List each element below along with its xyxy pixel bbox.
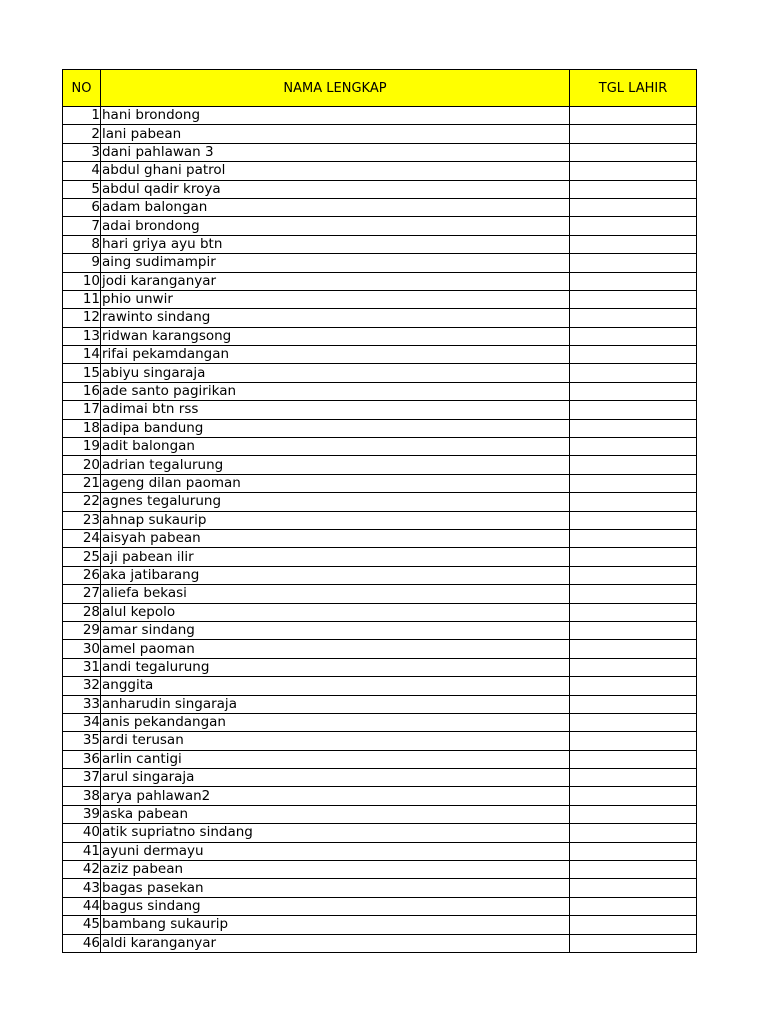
row-number: 6 — [63, 198, 101, 216]
table-row — [63, 861, 697, 879]
table-row — [63, 548, 697, 566]
row-number: 1 — [63, 107, 101, 125]
full-name-cell: dani pahlawan 3 — [101, 143, 570, 161]
table-row — [63, 824, 697, 842]
row-number: 35 — [63, 732, 101, 750]
row-number: 26 — [63, 566, 101, 584]
full-name-cell: hari griya ayu btn — [101, 235, 570, 253]
table-row — [63, 511, 697, 529]
table-row — [63, 438, 697, 456]
row-number: 10 — [63, 272, 101, 290]
birth-date-cell — [570, 456, 697, 474]
full-name-cell: amar sindang — [101, 621, 570, 639]
birth-date-cell — [570, 125, 697, 143]
birth-date-cell — [570, 511, 697, 529]
table-row — [63, 125, 697, 143]
header-no: NO — [63, 70, 101, 107]
full-name-cell: ahnap sukaurip — [101, 511, 570, 529]
row-number: 17 — [63, 401, 101, 419]
table-row — [63, 143, 697, 161]
table-row — [63, 677, 697, 695]
full-name-cell: aing sudimampir — [101, 254, 570, 272]
birth-date-cell — [570, 107, 697, 125]
row-number: 5 — [63, 180, 101, 198]
header-row — [63, 70, 697, 107]
full-name-cell: amel paoman — [101, 640, 570, 658]
header-nama-lengkap: NAMA LENGKAP — [101, 70, 570, 107]
table-row — [63, 290, 697, 308]
birth-date-cell — [570, 401, 697, 419]
table-row — [63, 364, 697, 382]
table-row — [63, 107, 697, 125]
full-name-cell: aka jatibarang — [101, 566, 570, 584]
birth-date-cell — [570, 787, 697, 805]
spreadsheet-page — [62, 69, 696, 953]
table-body — [63, 107, 697, 953]
row-number: 45 — [63, 916, 101, 934]
birth-date-cell — [570, 346, 697, 364]
full-name-cell: rifai pekamdangan — [101, 346, 570, 364]
table-row — [63, 769, 697, 787]
birth-date-cell — [570, 162, 697, 180]
table-row — [63, 879, 697, 897]
row-number: 39 — [63, 805, 101, 823]
table-row — [63, 658, 697, 676]
table-row — [63, 419, 697, 437]
birth-date-cell — [570, 677, 697, 695]
row-number: 23 — [63, 511, 101, 529]
row-number: 8 — [63, 235, 101, 253]
full-name-cell: aska pabean — [101, 805, 570, 823]
birth-date-cell — [570, 621, 697, 639]
birth-date-cell — [570, 493, 697, 511]
table-row — [63, 235, 697, 253]
full-name-cell: aji pabean ilir — [101, 548, 570, 566]
birth-date-cell — [570, 879, 697, 897]
table-row — [63, 603, 697, 621]
birth-date-cell — [570, 732, 697, 750]
table-row — [63, 566, 697, 584]
table-row — [63, 327, 697, 345]
birth-date-cell — [570, 438, 697, 456]
birth-date-cell — [570, 180, 697, 198]
birth-date-cell — [570, 897, 697, 915]
row-number: 21 — [63, 474, 101, 492]
row-number: 33 — [63, 695, 101, 713]
full-name-cell: anis pekandangan — [101, 713, 570, 731]
table-row — [63, 916, 697, 934]
full-name-cell: lani pabean — [101, 125, 570, 143]
full-name-cell: aliefa bekasi — [101, 585, 570, 603]
birth-date-cell — [570, 640, 697, 658]
full-name-cell: jodi karanganyar — [101, 272, 570, 290]
row-number: 14 — [63, 346, 101, 364]
full-name-cell: abiyu singaraja — [101, 364, 570, 382]
birth-date-cell — [570, 529, 697, 547]
table-row — [63, 934, 697, 952]
birth-date-cell — [570, 658, 697, 676]
row-number: 4 — [63, 162, 101, 180]
birth-date-cell — [570, 327, 697, 345]
table-row — [63, 529, 697, 547]
table-row — [63, 456, 697, 474]
birth-date-cell — [570, 842, 697, 860]
full-name-cell: ardi terusan — [101, 732, 570, 750]
table-row — [63, 621, 697, 639]
table-row — [63, 474, 697, 492]
full-name-cell: andi tegalurung — [101, 658, 570, 676]
full-name-cell: abdul qadir kroya — [101, 180, 570, 198]
full-name-cell: adai brondong — [101, 217, 570, 235]
full-name-cell: bagus sindang — [101, 897, 570, 915]
full-name-cell: arlin cantigi — [101, 750, 570, 768]
table-row — [63, 695, 697, 713]
full-name-cell: aziz pabean — [101, 861, 570, 879]
row-number: 29 — [63, 621, 101, 639]
table-row — [63, 842, 697, 860]
full-name-cell: arya pahlawan2 — [101, 787, 570, 805]
row-number: 43 — [63, 879, 101, 897]
full-name-cell: ayuni dermayu — [101, 842, 570, 860]
birth-date-cell — [570, 805, 697, 823]
full-name-cell: ade santo pagirikan — [101, 382, 570, 400]
birth-date-cell — [570, 143, 697, 161]
row-number: 38 — [63, 787, 101, 805]
row-number: 13 — [63, 327, 101, 345]
full-name-cell: hani brondong — [101, 107, 570, 125]
row-number: 28 — [63, 603, 101, 621]
full-name-cell: arul singaraja — [101, 769, 570, 787]
birth-date-cell — [570, 364, 697, 382]
birth-date-cell — [570, 235, 697, 253]
birth-date-cell — [570, 585, 697, 603]
row-number: 36 — [63, 750, 101, 768]
full-name-cell: anharudin singaraja — [101, 695, 570, 713]
birth-date-cell — [570, 695, 697, 713]
birth-date-cell — [570, 474, 697, 492]
full-name-cell: ageng dilan paoman — [101, 474, 570, 492]
table-row — [63, 897, 697, 915]
full-name-cell: bambang sukaurip — [101, 916, 570, 934]
row-number: 12 — [63, 309, 101, 327]
row-number: 11 — [63, 290, 101, 308]
table-row — [63, 805, 697, 823]
full-name-cell: bagas pasekan — [101, 879, 570, 897]
table-row — [63, 750, 697, 768]
row-number: 19 — [63, 438, 101, 456]
table-row — [63, 732, 697, 750]
full-name-cell: phio unwir — [101, 290, 570, 308]
table-row — [63, 180, 697, 198]
row-number: 3 — [63, 143, 101, 161]
full-name-cell: rawinto sindang — [101, 309, 570, 327]
table-row — [63, 254, 697, 272]
table-row — [63, 346, 697, 364]
row-number: 24 — [63, 529, 101, 547]
table-row — [63, 787, 697, 805]
table-row — [63, 162, 697, 180]
table-row — [63, 713, 697, 731]
birth-date-cell — [570, 272, 697, 290]
birth-date-cell — [570, 548, 697, 566]
row-number: 41 — [63, 842, 101, 860]
birth-date-cell — [570, 566, 697, 584]
student-table — [62, 69, 697, 953]
row-number: 42 — [63, 861, 101, 879]
table-row — [63, 401, 697, 419]
row-number: 27 — [63, 585, 101, 603]
full-name-cell: adrian tegalurung — [101, 456, 570, 474]
birth-date-cell — [570, 824, 697, 842]
birth-date-cell — [570, 290, 697, 308]
row-number: 18 — [63, 419, 101, 437]
birth-date-cell — [570, 198, 697, 216]
birth-date-cell — [570, 750, 697, 768]
row-number: 46 — [63, 934, 101, 952]
birth-date-cell — [570, 419, 697, 437]
full-name-cell: aldi karanganyar — [101, 934, 570, 952]
row-number: 2 — [63, 125, 101, 143]
full-name-cell: alul kepolo — [101, 603, 570, 621]
row-number: 9 — [63, 254, 101, 272]
full-name-cell: adimai btn rss — [101, 401, 570, 419]
birth-date-cell — [570, 309, 697, 327]
row-number: 44 — [63, 897, 101, 915]
full-name-cell: abdul ghani patrol — [101, 162, 570, 180]
table-row — [63, 640, 697, 658]
table-row — [63, 493, 697, 511]
full-name-cell: anggita — [101, 677, 570, 695]
table-row — [63, 309, 697, 327]
full-name-cell: ridwan karangsong — [101, 327, 570, 345]
table-row — [63, 382, 697, 400]
full-name-cell: adipa bandung — [101, 419, 570, 437]
row-number: 40 — [63, 824, 101, 842]
birth-date-cell — [570, 254, 697, 272]
row-number: 20 — [63, 456, 101, 474]
birth-date-cell — [570, 382, 697, 400]
birth-date-cell — [570, 916, 697, 934]
row-number: 32 — [63, 677, 101, 695]
row-number: 7 — [63, 217, 101, 235]
row-number: 30 — [63, 640, 101, 658]
birth-date-cell — [570, 861, 697, 879]
birth-date-cell — [570, 769, 697, 787]
birth-date-cell — [570, 217, 697, 235]
row-number: 15 — [63, 364, 101, 382]
row-number: 37 — [63, 769, 101, 787]
row-number: 34 — [63, 713, 101, 731]
full-name-cell: aisyah pabean — [101, 529, 570, 547]
header-tgl-lahir: TGL LAHIR — [570, 70, 697, 107]
full-name-cell: adit balongan — [101, 438, 570, 456]
birth-date-cell — [570, 713, 697, 731]
table-row — [63, 272, 697, 290]
table-row — [63, 198, 697, 216]
full-name-cell: agnes tegalurung — [101, 493, 570, 511]
birth-date-cell — [570, 934, 697, 952]
birth-date-cell — [570, 603, 697, 621]
row-number: 16 — [63, 382, 101, 400]
full-name-cell: atik supriatno sindang — [101, 824, 570, 842]
table-row — [63, 217, 697, 235]
row-number: 25 — [63, 548, 101, 566]
table-row — [63, 585, 697, 603]
row-number: 22 — [63, 493, 101, 511]
full-name-cell: adam balongan — [101, 198, 570, 216]
row-number: 31 — [63, 658, 101, 676]
